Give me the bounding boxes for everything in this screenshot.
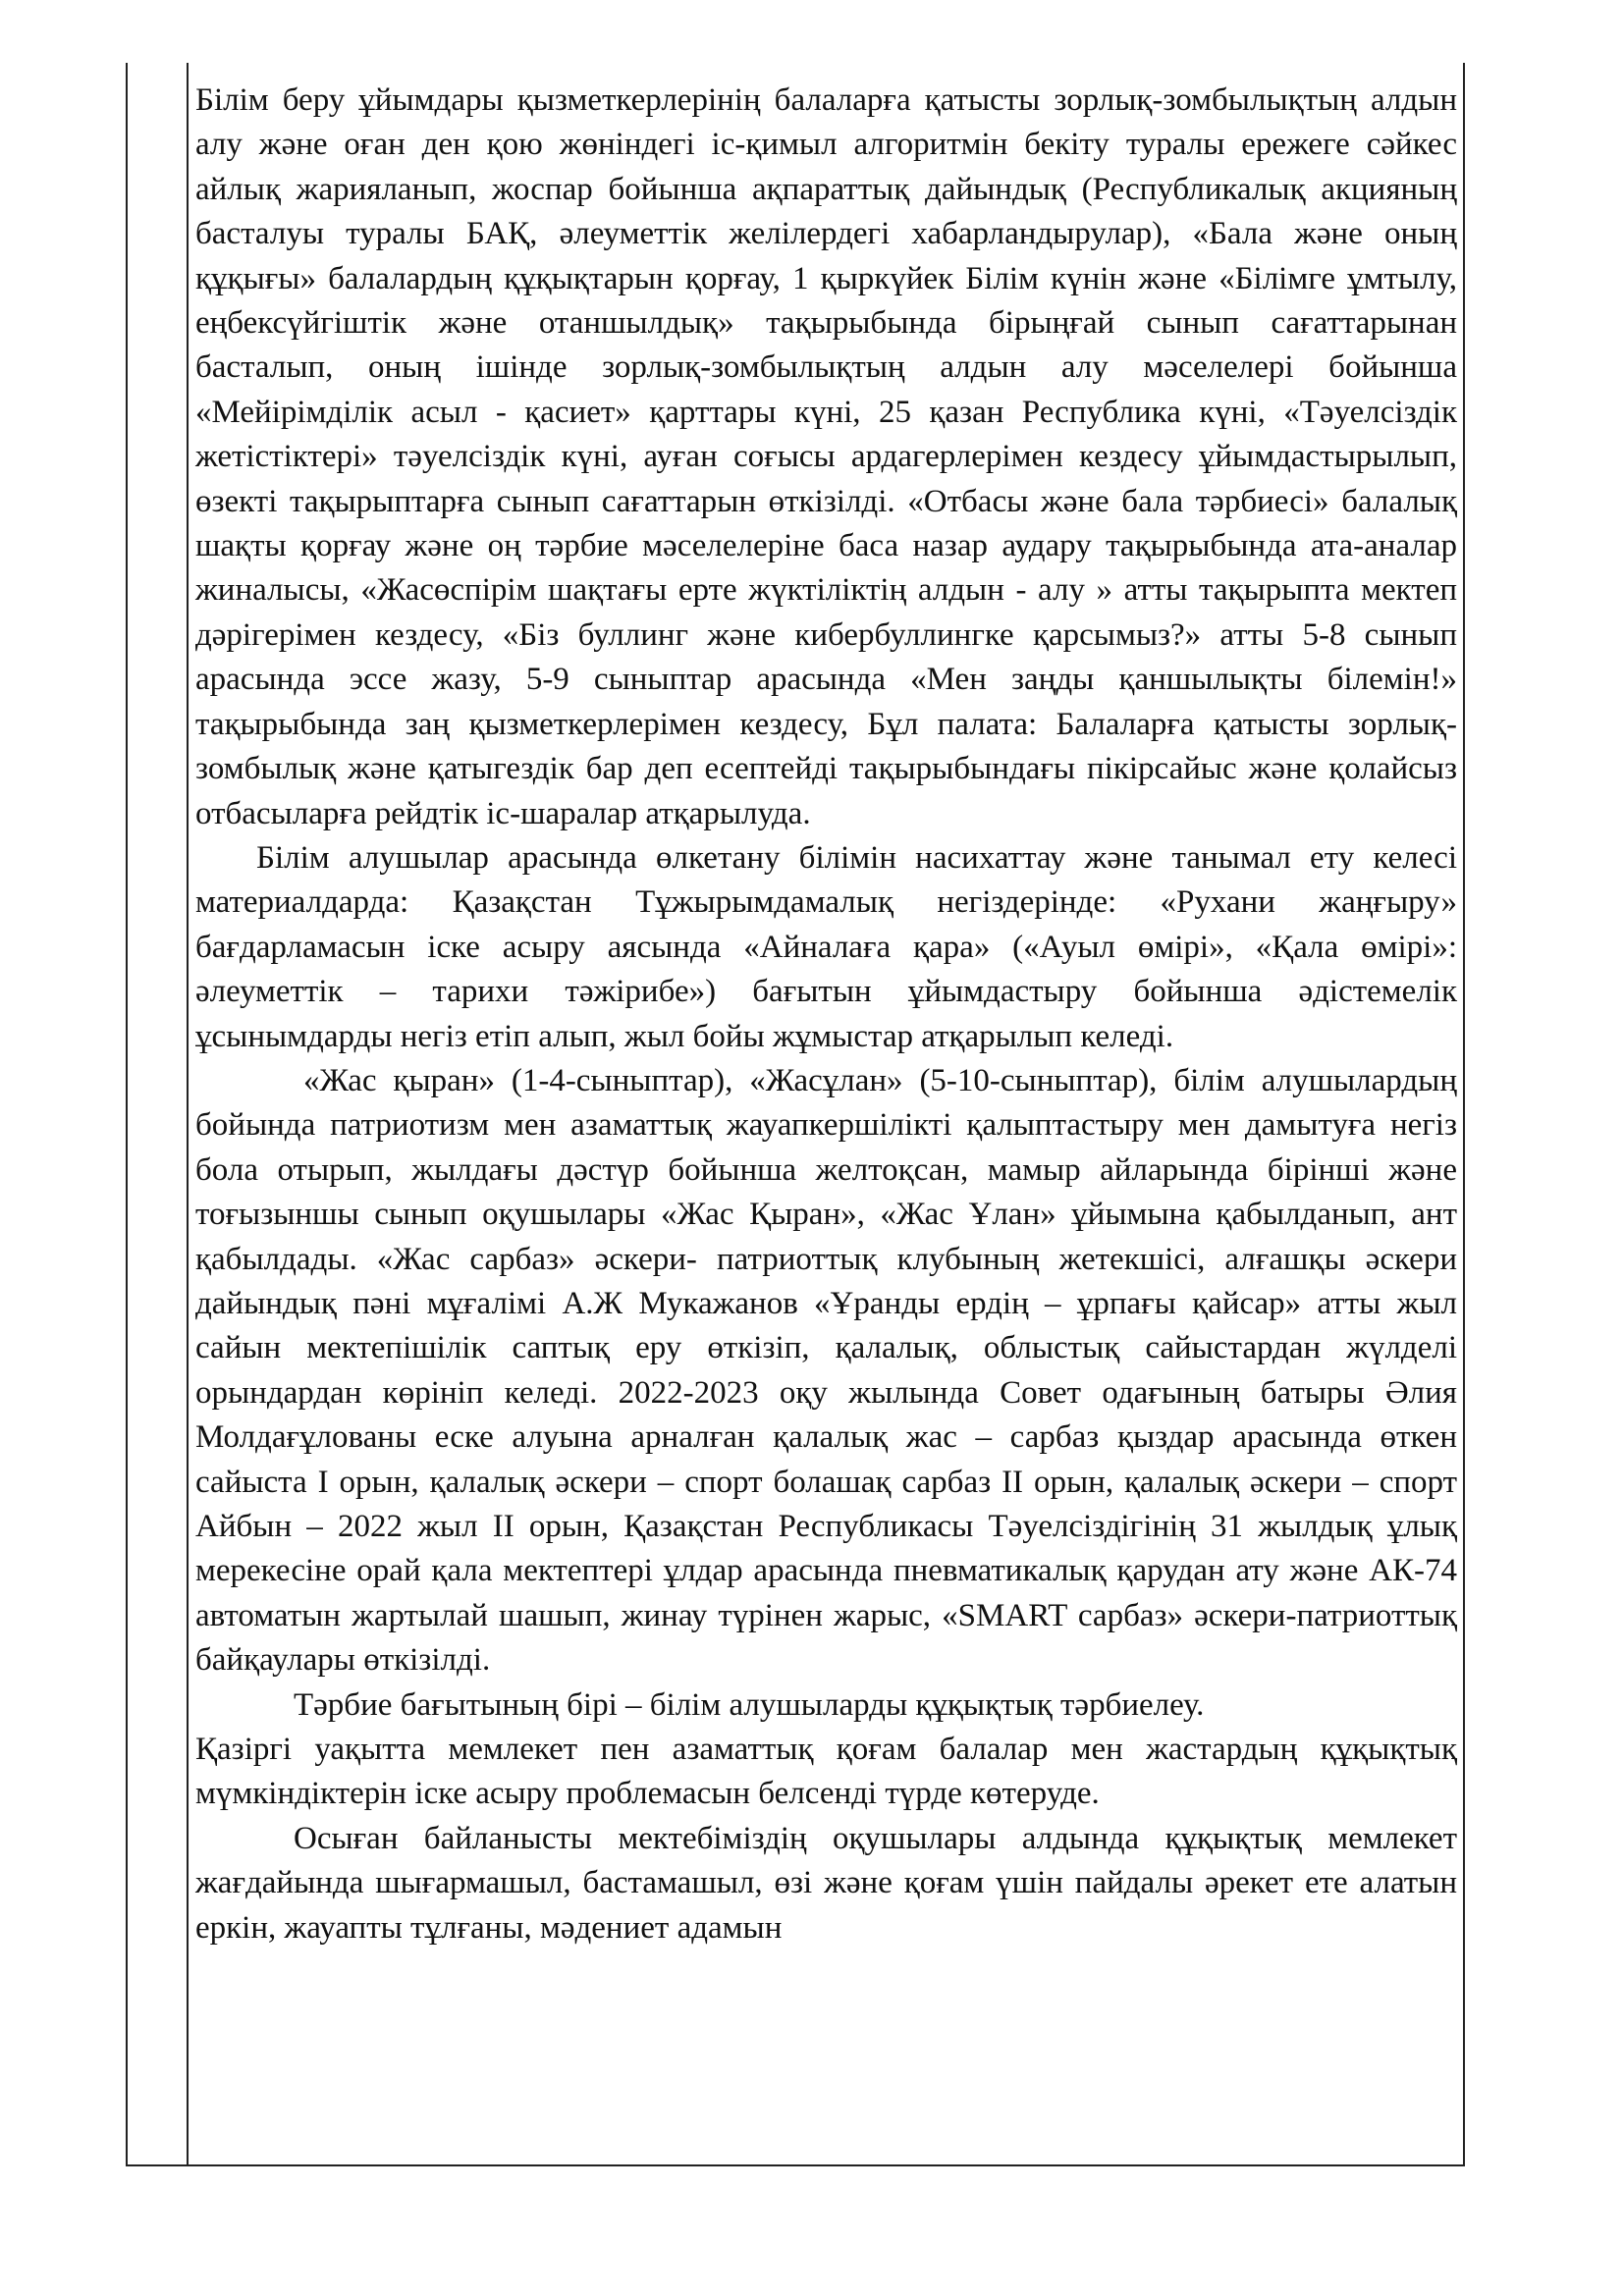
table-column-divider <box>187 63 189 2166</box>
document-text-cell <box>195 79 1457 1950</box>
paragraph-violence-prevention: Білім беру ұйымдары қызметкерлерінің балаларға қатысты зорлық-зомбылықтың алдын алу және оған ден қою жөніндегі іс-қимыл алгоритмін бекіту туралы ережеге сәйкес айлық жарияланып, жоспар бойынша ақпараттық дайындық (Республикалық акцияның басталуы туралы БАҚ, әлеуметтік желілердегі хабарландырулар), «Бала және оның құқығы» балалардың құқықтарын қорғау, 1 қыркүйек Білім күнін және «Білімге ұмтылу, еңбексүйгіштік және отаншылдық» тақырыбында бірыңғай сынып сағаттарынан басталып, оның ішінде зорлық-зомбылықтың алдын алу мәселелері бойынша «Мейірімділік асыл - қасиет» қарттары күні, 25 қазан Республика күні, «Тәуелсіздік жетістіктері» тәуелсіздік күні, ауған соғысы ардагерлерімен кездесу ұйымдастырылып, өзекті тақырыптарға сынып сағаттарын өткізілді. «Отбасы және бала тәрбиесі» балалық шақты қорғау және оң тәрбие мәселелеріне баса назар аудару тақырыбында ата-аналар жиналысы, «Жасөспірім шақтағы ерте жүктіліктің алдын - алу » атты тақырыпта мектеп дәрігерімен кездесу, «Біз буллинг және кибербуллингке қарсымыз?» атты 5-8 сынып арасында эссе жазу, 5-9 сыныптар арасында «Мен заңды қаншылықты білемін!» тақырыбында заң қызметкерлерімен кездесу, Бұл палата: Балаларға қатысты зорлық-зомбылық және қатыгездік бар деп есептейді тақырыбындағы пікірсайыс және қолайсыз отбасыларға рейдтік іс-шаралар атқарылуда. <box>195 82 1457 831</box>
paragraph-local-history: Білім алушылар арасында өлкетану білімін насихаттау және танымал ету келесі материалдарда: Қазақстан Тұжырымдамалық негіздерінде: «Рухани жаңғыру» бағдарламасын іске асыру аясында «Айналаға қара» («Ауыл өмірі», «Қала өмірі»: әлеуметтік – тарихи тәжірибе») бағытын ұйымдастыру бойынша әдістемелік ұсынымдарды негіз етіп алып, жыл бойы жұмыстар атқарылып келеді. <box>195 839 1457 1054</box>
paragraph-patriotic-education: «Жас қыран» (1-4-сыныптар), «Жасұлан» (5-10-сыныптар), білім алушылардың бойында патриотизм мен азаматтық жауапкершілікті қалыптастыру мен дамытуға негіз бола отырып, жылдағы дәстүр бойынша желтоқсан, мамыр айларында бірінші және тоғызыншы сынып оқушылары «Жас Қыран», «Жас Ұлан» ұйымына қабылданып, ант қабылдады. «Жас сарбаз» әскери- патриоттық клубының жетекшісі, алғашқы әскери дайындық пәні мұғалімі А.Ж Мукажанов «Ұранды ердің – ұрпағы қайсар» атты жыл сайын мектепішілік саптық еру өткізіп, қалалық, облыстық сайыстардан жүлделі орындардан көрініп келеді. 2022-2023 оқу жылында Совет одағының батыры Әлия Молдағұлованы еске алуына арналған қалалық жас – сарбаз қыздар арасында өткен сайыста І орын, қалалық әскери – спорт болашақ сарбаз ІІ орын, қалалық әскери – спорт Айбын – 2022 жыл ІІ орын, Қазақстан Республикасы Тәуелсіздігінің 31 жылдық ұлық мерекесіне орай қала мектептері ұлдар арасында пневматикалық қарудан ату және АК-74 автоматын жартылай шашып, жинау түрінен жарыс, «SMART сарбаз» әскери-патриоттық байқаулары өткізілді. <box>195 1062 1457 1679</box>
paragraph-civil-society: Қазіргі уақытта мемлекет пен азаматтық қоғам балалар мен жастардың құқықтық мүмкіндіктерін іске асыру проблемасын белсенді түрде көтеруде. <box>195 1732 1457 1812</box>
paragraph-school-students: Осыған байланысты мектебіміздің оқушылары алдында құқықтық мемлекет жағдайында шығармашыл, бастамашыл, өзі және қоғам үшін пайдалы әрекет ете алатын еркін, жауапты тұлғаны, мәдениет адамын <box>195 1820 1457 1946</box>
paragraph-legal-education-heading: Тәрбие бағытының бірі – білім алушыларды құқықтық тәрбиелеу. <box>294 1686 1205 1723</box>
